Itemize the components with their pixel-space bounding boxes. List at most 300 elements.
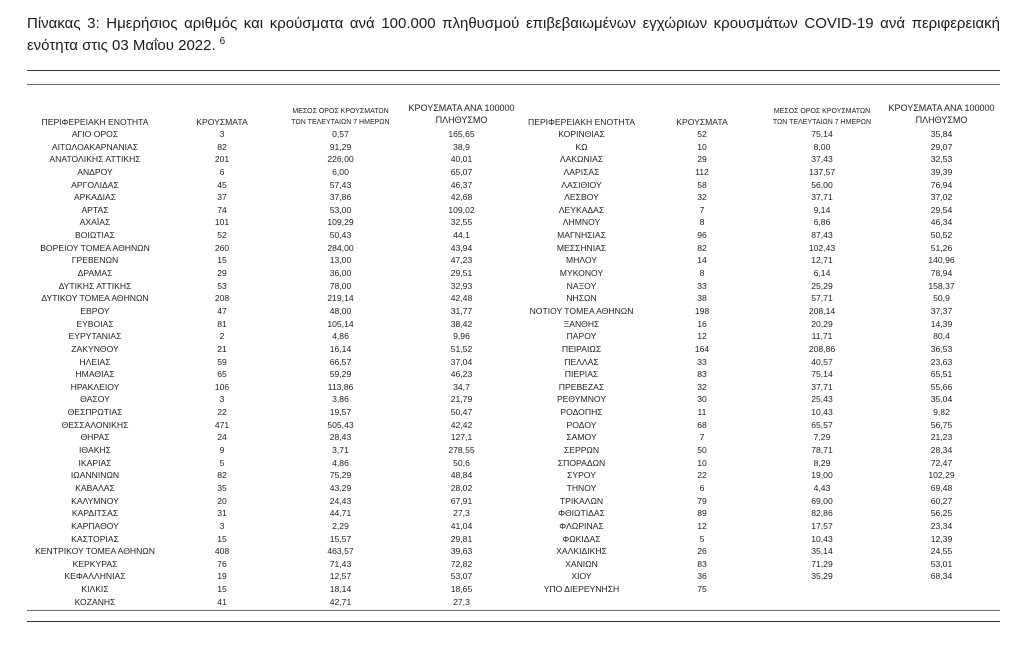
per100k-cell: 21,79 <box>450 394 473 405</box>
cases-cell: 50 <box>697 445 707 456</box>
avg7-cell: 16,14 <box>329 343 352 354</box>
region-cell: ΘΗΡΑΣ <box>80 432 110 443</box>
cases-cell: 164 <box>694 343 710 354</box>
region-cell: ΚΟΖΑΝΗΣ <box>74 596 116 607</box>
region-cell: ΡΕΘΥΜΝΟΥ <box>556 394 607 405</box>
region-cell: ΧΙΟΥ <box>571 571 592 582</box>
avg7-cell: 71,29 <box>811 558 833 569</box>
per100k-cell: 14,39 <box>930 318 953 329</box>
table-row <box>27 457 1003 470</box>
avg7-cell: 15,57 <box>329 533 352 544</box>
region-cell: ΚΕΦΑΛΛΗΝΙΑΣ <box>64 571 126 582</box>
per100k-cell: 37,04 <box>450 356 473 367</box>
header-per100k <box>880 100 1003 128</box>
per100k-cell: 9,82 <box>933 407 950 418</box>
region-cell: ΜΑΓΝΗΣΙΑΣ <box>557 230 606 241</box>
per100k-cell: 109,02 <box>448 204 475 215</box>
region-cell: ΣΠΟΡΑΔΩΝ <box>557 457 606 468</box>
cases-cell: 31 <box>217 508 227 519</box>
table-row <box>27 495 1003 508</box>
table-row <box>27 330 1003 343</box>
cases-cell: 8 <box>699 268 705 279</box>
avg7-cell: 6,14 <box>813 268 831 279</box>
avg7-cell: 102,43 <box>808 242 836 253</box>
cases-cell: 15 <box>217 533 227 544</box>
top-rule <box>27 70 1000 71</box>
region-cell: ΘΕΣΣΑΛΟΝΙΚΗΣ <box>61 419 129 430</box>
region-cell: ΛΑΣΙΘΙΟΥ <box>561 179 602 190</box>
cases-cell: 201 <box>214 154 230 165</box>
table-caption <box>27 13 1000 57</box>
avg7-cell: 71,43 <box>329 558 352 569</box>
region-cell: ΚΕΝΤΡΙΚΟΥ ΤΟΜΕΑ ΑΘΗΝΩΝ <box>35 546 155 557</box>
region-cell: ΗΡΑΚΛΕΙΟΥ <box>70 381 120 392</box>
region-cell: ΕΥΒΟΙΑΣ <box>76 318 114 329</box>
per100k-cell: 50,6 <box>453 457 470 468</box>
avg7-cell: 69,00 <box>811 495 833 506</box>
cases-cell: 74 <box>217 204 227 215</box>
cases-cell: 83 <box>697 558 707 569</box>
cases-cell: 12 <box>697 331 707 342</box>
per100k-cell: 27,3 <box>453 508 470 519</box>
cases-cell: 6 <box>699 482 705 493</box>
region-cell: ΚΑΣΤΟΡΙΑΣ <box>71 533 119 544</box>
per100k-cell: 28,02 <box>450 482 473 493</box>
per100k-cell: 53,01 <box>930 558 953 569</box>
region-cell: ΑΝΔΡΟΥ <box>77 166 113 177</box>
avg7-cell: 42,71 <box>329 596 352 607</box>
avg7-cell: 19,57 <box>329 407 352 418</box>
per100k-cell: 51,26 <box>930 242 953 253</box>
region-cell: ΔΡΑΜΑΣ <box>77 268 113 279</box>
per100k-cell: 24,55 <box>930 546 953 557</box>
region-cell: ΦΛΩΡΙΝΑΣ <box>559 520 604 531</box>
region-cell: ΛΑΚΩΝΙΑΣ <box>559 154 604 165</box>
table-row <box>27 242 1003 255</box>
per100k-cell: 37,37 <box>930 305 953 316</box>
cases-cell: 112 <box>695 166 709 177</box>
per100k-cell: 12,39 <box>930 533 953 544</box>
region-cell <box>523 596 640 609</box>
table-row <box>27 179 1003 192</box>
avg7-cell: 25,29 <box>811 280 833 291</box>
per100k-cell: 50,47 <box>450 407 473 418</box>
avg7-cell: 7,29 <box>813 432 831 443</box>
avg7-cell: 36,00 <box>329 268 352 279</box>
region-cell: ΑΡΤΑΣ <box>81 204 109 215</box>
cases-cell: 30 <box>697 394 707 405</box>
header-per100k-line-1: ΚΡΟΥΣΜΑΤΑ ΑΝΑ 100000 <box>408 103 515 113</box>
per100k-cell: 38,42 <box>450 318 473 329</box>
region-cell: ΑΡΚΑΔΙΑΣ <box>73 192 117 203</box>
table-row <box>27 406 1003 419</box>
per100k-cell: 23,34 <box>930 520 953 531</box>
cases-cell: 208 <box>214 293 230 304</box>
cases-cell: 20 <box>217 495 227 506</box>
top-rule-secondary <box>27 84 1000 85</box>
cases-cell: 82 <box>217 141 227 152</box>
avg7-cell: 75,14 <box>811 369 833 380</box>
avg7-cell: 37,86 <box>329 192 352 203</box>
region-cell: ΜΥΚΟΝΟΥ <box>559 268 604 279</box>
avg7-cell: 35,29 <box>811 571 833 582</box>
per100k-cell: 65,51 <box>930 369 953 380</box>
table-row <box>27 533 1003 546</box>
avg7-cell: 10,43 <box>811 407 833 418</box>
cases-cell: 79 <box>697 495 707 506</box>
region-cell: ΛΑΡΙΣΑΣ <box>563 166 600 177</box>
per100k-cell: 50,9 <box>933 293 950 304</box>
header-avg7 <box>764 100 880 128</box>
caption-line-2 <box>27 35 1000 57</box>
per100k-cell: 46,23 <box>450 369 473 380</box>
region-cell: ΗΜΑΘΙΑΣ <box>75 369 115 380</box>
region-cell: ΚΑΡΔΙΤΣΑΣ <box>71 508 119 519</box>
region-cell: ΑΧΑΪΑΣ <box>79 217 111 228</box>
per100k-cell: 29,81 <box>450 533 473 544</box>
region-cell: ΕΒΡΟΥ <box>80 305 110 316</box>
cases-cell: 16 <box>697 318 707 329</box>
avg7-cell: 28,43 <box>329 432 352 443</box>
avg7-cell: 35,14 <box>811 546 833 557</box>
per100k-cell: 36,53 <box>930 343 953 354</box>
cases-cell: 68 <box>697 419 707 430</box>
table-row <box>27 431 1003 444</box>
header-region-label: ΠΕΡΙΦΕΡΕΙΑΚΗ ΕΝΟΤΗΤΑ <box>528 117 635 127</box>
header-per100k-line-1: ΚΡΟΥΣΜΑΤΑ ΑΝΑ 100000 <box>888 103 995 113</box>
table-header <box>27 100 1003 128</box>
per100k-cell: 40,01 <box>450 154 473 165</box>
cases-cell: 3 <box>219 394 225 405</box>
table-row <box>27 254 1003 267</box>
region-cell: ΧΑΛΚΙΔΙΚΗΣ <box>556 546 607 557</box>
footnote-reference[interactable]: 6 <box>219 36 226 47</box>
cases-cell: 14 <box>697 255 707 266</box>
cases-cell: 10 <box>697 141 707 152</box>
region-cell: ΠΡΕΒΕΖΑΣ <box>558 381 605 392</box>
cases-cell: 260 <box>214 242 230 253</box>
region-cell: ΒΟΡΕΙΟΥ ΤΟΜΕΑ ΑΘΗΝΩΝ <box>40 242 150 253</box>
per100k-cell: 158,37 <box>928 280 955 291</box>
avg7-cell: 3,71 <box>332 445 349 456</box>
per100k-cell: 53,07 <box>450 571 473 582</box>
header-avg7-line-1: ΜΕΣΟΣ ΟΡΟΣ ΚΡΟΥΣΜΑΤΩΝ <box>292 108 389 115</box>
per100k-cell: 55,66 <box>930 381 953 392</box>
cases-cell: 19 <box>217 571 227 582</box>
region-cell: ΠΕΙΡΑΙΩΣ <box>561 343 602 354</box>
cases-cell: 3 <box>219 520 225 531</box>
per100k-cell <box>880 596 1003 609</box>
header-region <box>523 100 640 128</box>
region-cell: ΖΑΚΥΝΘΟΥ <box>71 343 119 354</box>
region-cell: ΣΥΡΟΥ <box>567 470 596 481</box>
region-cell: ΚΑΛΥΜΝΟΥ <box>71 495 119 506</box>
cases-cell: 47 <box>217 305 227 316</box>
avg7-cell: 6,00 <box>332 166 349 177</box>
cases-cell: 89 <box>697 508 707 519</box>
header-region <box>27 100 163 128</box>
avg7-cell: 12,57 <box>329 571 352 582</box>
per100k-cell: 18,65 <box>450 584 473 595</box>
per100k-cell: 27,3 <box>453 596 470 607</box>
region-cell: ΓΡΕΒΕΝΩΝ <box>71 255 119 266</box>
cases-cell: 36 <box>697 571 707 582</box>
table-row <box>27 558 1003 571</box>
avg7-cell: 109,29 <box>327 217 354 228</box>
avg7-cell: 6,86 <box>813 217 831 228</box>
header-cases <box>163 100 281 128</box>
region-cell: ΕΥΡΥΤΑΝΙΑΣ <box>68 331 122 342</box>
bottom-rule <box>27 621 1000 622</box>
region-cell: ΦΘΙΩΤΙΔΑΣ <box>558 508 605 519</box>
per100k-cell: 67,91 <box>450 495 473 506</box>
table-row <box>27 318 1003 331</box>
cases-cell: 38 <box>697 293 707 304</box>
avg7-cell: 208,14 <box>808 305 836 316</box>
avg7-cell: 11,71 <box>811 331 833 342</box>
caption-line-2-text: ενότητα στις 03 Μαΐου 2022. <box>27 37 216 54</box>
per100k-cell: 41,04 <box>450 520 473 531</box>
region-cell: ΑΓΙΟ ΟΡΟΣ <box>71 129 119 139</box>
header-region-label: ΠΕΡΙΦΕΡΕΙΑΚΗ ΕΝΟΤΗΤΑ <box>41 117 149 127</box>
per100k-cell: 80,4 <box>933 331 950 342</box>
cases-cell: 26 <box>697 546 707 557</box>
region-cell: ΑΡΓΟΛΙΔΑΣ <box>71 179 119 190</box>
per100k-cell: 102,29 <box>928 470 955 481</box>
table-row <box>27 229 1003 242</box>
per100k-cell: 44,1 <box>453 230 470 241</box>
cases-cell: 10 <box>697 457 707 468</box>
avg7-cell: 78,71 <box>811 445 833 456</box>
avg7-cell: 105,14 <box>327 318 354 329</box>
cases-cell: 198 <box>694 305 710 316</box>
per100k-cell: 78,94 <box>930 268 953 279</box>
per100k-cell: 165,65 <box>448 129 475 139</box>
per100k-cell: 32,93 <box>450 280 473 291</box>
avg7-cell: 8,00 <box>813 141 831 152</box>
per100k-cell: 23,63 <box>930 356 953 367</box>
region-cell: ΚΩ <box>575 141 588 152</box>
table-row <box>27 343 1003 356</box>
cases-cell: 22 <box>217 407 227 418</box>
per100k-cell: 56,25 <box>930 508 953 519</box>
region-cell: ΜΕΣΣΗΝΙΑΣ <box>556 242 607 253</box>
per100k-cell: 39,63 <box>450 546 473 557</box>
per100k-cell: 43,94 <box>450 242 473 253</box>
region-cell: ΤΡΙΚΑΛΩΝ <box>559 495 604 506</box>
avg7-cell: 91,29 <box>329 141 352 152</box>
avg7-cell: 57,71 <box>811 293 833 304</box>
avg7-cell: 44,71 <box>329 508 352 519</box>
cases-cell: 59 <box>217 356 227 367</box>
avg7-cell: 37,43 <box>811 154 833 165</box>
table-row <box>27 204 1003 217</box>
region-cell: ΑΝΑΤΟΛΙΚΗΣ ΑΤΤΙΚΗΣ <box>49 154 141 165</box>
avg7-cell: 78,00 <box>329 280 352 291</box>
table-row <box>27 128 1003 141</box>
per100k-cell: 29,07 <box>930 141 953 152</box>
region-cell: ΤΗΝΟΥ <box>566 482 597 493</box>
avg7-cell: 19,00 <box>811 470 833 481</box>
region-cell: ΥΠΟ ΔΙΕΡΕΥΝΗΣΗ <box>543 584 620 595</box>
avg7-cell: 25,43 <box>811 394 833 405</box>
cases-cell: 11 <box>697 407 707 418</box>
cases-cell: 81 <box>217 318 227 329</box>
region-cell: ΒΟΙΩΤΙΑΣ <box>75 230 115 241</box>
cases-cell: 12 <box>697 520 707 531</box>
avg7-cell: 48,00 <box>329 305 352 316</box>
region-cell: ΚΕΡΚΥΡΑΣ <box>72 558 118 569</box>
table-row <box>27 267 1003 280</box>
cases-cell: 5 <box>219 457 225 468</box>
per100k-cell: 140,96 <box>928 255 955 266</box>
per100k-cell: 68,34 <box>930 571 953 582</box>
cases-cell: 37 <box>217 192 227 203</box>
region-cell: ΛΕΣΒΟΥ <box>564 192 599 203</box>
cases-cell: 29 <box>697 154 707 165</box>
cases-cell: 83 <box>697 369 707 380</box>
header-avg7-line-1: ΜΕΣΟΣ ΟΡΟΣ ΚΡΟΥΣΜΑΤΩΝ <box>773 108 871 115</box>
cases-cell: 3 <box>219 129 225 139</box>
region-cell: ΞΑΝΘΗΣ <box>563 318 600 329</box>
region-cell: ΙΚΑΡΙΑΣ <box>78 457 112 468</box>
header-cases-label: ΚΡΟΥΣΜΑΤΑ <box>676 117 728 127</box>
per100k-cell: 9,96 <box>453 331 470 342</box>
region-cell: ΙΩΑΝΝΙΝΩΝ <box>70 470 120 481</box>
cases-cell: 15 <box>217 255 227 266</box>
avg7-cell: 82,86 <box>811 508 833 519</box>
cases-cell: 2 <box>219 331 225 342</box>
per100k-cell: 127,1 <box>450 432 473 443</box>
per100k-cell: 29,51 <box>450 268 473 279</box>
table-row <box>27 292 1003 305</box>
header-per100k-line-2: ΠΛΗΘΥΣΜΟ <box>915 115 968 125</box>
per100k-cell: 39,39 <box>930 166 953 177</box>
avg7-cell: 4,86 <box>332 331 349 342</box>
region-cell: ΡΟΔΟΥ <box>566 419 597 430</box>
cases-cell: 33 <box>697 356 707 367</box>
region-cell: ΣΕΡΡΩΝ <box>563 445 600 456</box>
avg7-cell: 463,57 <box>327 546 354 557</box>
per100k-cell: 31,77 <box>450 305 473 316</box>
table-row <box>27 356 1003 369</box>
avg7-cell: 57,43 <box>329 179 352 190</box>
cases-cell <box>640 596 764 609</box>
cases-cell: 5 <box>699 533 705 544</box>
avg7-cell: 17,57 <box>811 520 833 531</box>
per100k-cell: 278,55 <box>448 445 475 456</box>
table-row <box>27 520 1003 533</box>
per100k-cell: 42,68 <box>450 192 473 203</box>
cases-cell: 15 <box>217 584 227 595</box>
cases-cell: 53 <box>217 280 227 291</box>
caption-line-1: Πίνακας 3: Ημερήσιος αριθμός και κρούσματα ανά 100.000 πληθυσμού επιβεβαιωμένων εγχώριων κρουσμάτων COVID-19 ανά περιφερειακή <box>27 15 1000 32</box>
per100k-cell: 28,34 <box>930 445 953 456</box>
cases-cell: 96 <box>697 230 707 241</box>
header-per100k-line-2: ΠΛΗΘΥΣΜΟ <box>435 115 488 125</box>
region-cell: ΘΕΣΠΡΩΤΙΑΣ <box>67 407 123 418</box>
region-cell: ΛΕΥΚΑΔΑΣ <box>558 204 605 215</box>
cases-cell: 106 <box>214 381 230 392</box>
table-row <box>27 381 1003 394</box>
avg7-cell: 4,86 <box>332 457 349 468</box>
table-row <box>27 444 1003 457</box>
avg7-cell: 9,14 <box>813 204 831 215</box>
region-cell: ΔΥΤΙΚΗΣ ΑΤΤΙΚΗΣ <box>58 280 132 291</box>
per100k-cell: 65,07 <box>450 166 473 177</box>
region-cell: ΔΥΤΙΚΟΥ ΤΟΜΕΑ ΑΘΗΝΩΝ <box>41 293 149 304</box>
region-cell: ΙΘΑΚΗΣ <box>79 445 111 456</box>
region-cell: ΠΑΡΟΥ <box>566 331 597 342</box>
per100k-cell: 35,84 <box>930 129 953 139</box>
cases-cell: 65 <box>217 369 227 380</box>
cases-cell: 22 <box>697 470 707 481</box>
region-cell: ΠΕΛΛΑΣ <box>564 356 599 367</box>
avg7-cell: 4,43 <box>813 482 831 493</box>
avg7-cell: 65,57 <box>811 419 833 430</box>
avg7-cell: 59,29 <box>329 369 352 380</box>
avg7-cell: 226,00 <box>327 154 354 165</box>
region-cell: ΝΟΤΙΟΥ ΤΟΜΕΑ ΑΘΗΝΩΝ <box>529 305 634 316</box>
avg7-cell: 219,14 <box>327 293 354 304</box>
cases-cell: 7 <box>699 432 705 443</box>
avg7-cell: 0,57 <box>332 129 349 139</box>
cases-cell: 21 <box>217 343 227 354</box>
cases-cell: 58 <box>697 179 707 190</box>
region-cell: ΠΙΕΡΙΑΣ <box>564 369 599 380</box>
per100k-cell: 69,48 <box>930 482 953 493</box>
table-row <box>27 393 1003 406</box>
avg7-cell: 87,43 <box>811 230 833 241</box>
cases-cell: 29 <box>217 268 227 279</box>
table-row <box>27 545 1003 558</box>
per100k-cell: 60,27 <box>930 495 953 506</box>
per100k-cell: 72,82 <box>450 558 473 569</box>
cases-cell: 76 <box>217 558 227 569</box>
per100k-cell: 46,37 <box>450 179 473 190</box>
cases-cell: 35 <box>217 482 227 493</box>
cases-cell: 52 <box>697 129 707 139</box>
per100k-cell: 56,75 <box>930 419 953 430</box>
avg7-cell: 24,43 <box>329 495 352 506</box>
avg7-cell: 13,00 <box>329 255 352 266</box>
table-row <box>27 166 1003 179</box>
cases-cell: 24 <box>217 432 227 443</box>
region-cell: ΦΩΚΙΔΑΣ <box>562 533 601 544</box>
cases-cell: 45 <box>217 179 227 190</box>
cases-cell: 7 <box>699 204 705 215</box>
region-cell: ΝΑΞΟΥ <box>566 280 597 291</box>
cases-cell: 41 <box>217 596 227 607</box>
avg7-cell <box>764 596 880 609</box>
table-row <box>27 216 1003 229</box>
region-cell: ΝΗΣΩΝ <box>566 293 597 304</box>
table-row <box>27 368 1003 381</box>
table-row <box>27 191 1003 204</box>
header-avg7-line-2: ΤΩΝ ΤΕΛΕΥΤΑΙΩΝ 7 ΗΜΕΡΩΝ <box>772 119 872 126</box>
region-cell: ΜΗΛΟΥ <box>565 255 598 266</box>
cases-cell: 33 <box>697 280 707 291</box>
region-cell: ΑΙΤΩΛΟΑΚΑΡΝΑΝΙΑΣ <box>51 141 139 152</box>
avg7-cell: 208,86 <box>808 343 836 354</box>
table-row <box>27 305 1003 318</box>
region-cell: ΚΟΡΙΝΘΙΑΣ <box>558 129 605 139</box>
per100k-cell: 34,7 <box>453 381 470 392</box>
cases-cell: 82 <box>697 242 707 253</box>
table-row <box>27 583 1003 596</box>
cases-cell: 32 <box>697 381 707 392</box>
cases-cell: 408 <box>214 546 230 557</box>
